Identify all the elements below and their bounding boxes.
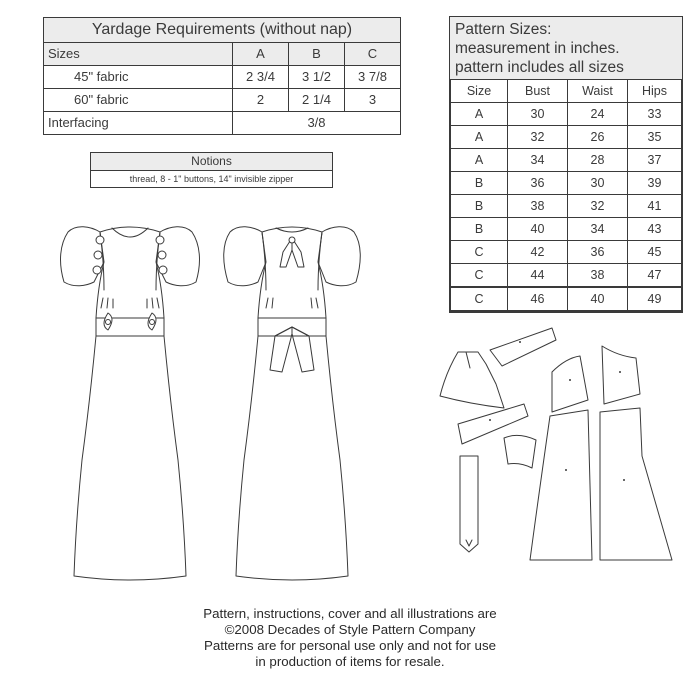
- table-cell: 40: [568, 287, 628, 311]
- heading-line: measurement in inches.: [455, 40, 620, 57]
- table-cell: A: [451, 103, 508, 126]
- table-cell: C: [451, 241, 508, 264]
- column-header: Size: [451, 80, 508, 103]
- footer-line: Pattern, instructions, cover and all illustrations are: [203, 606, 497, 621]
- table-cell: 49: [628, 287, 682, 311]
- table-cell: 28: [568, 149, 628, 172]
- table-cell: 30: [568, 172, 628, 195]
- table-cell: 43: [628, 218, 682, 241]
- table-cell: C: [451, 287, 508, 311]
- table-cell: 38: [568, 264, 628, 288]
- table-cell: A: [451, 149, 508, 172]
- table-cell: 32: [508, 126, 568, 149]
- yardage-cell: 3 7/8: [345, 66, 401, 89]
- copyright-footer: [0, 606, 700, 670]
- yardage-row-label: 60" fabric: [44, 89, 233, 112]
- yardage-cell: 3: [345, 89, 401, 112]
- yardage-cell: 2: [233, 89, 289, 112]
- interfacing-value: 3/8: [233, 112, 401, 135]
- yardage-size-c: C: [345, 43, 401, 66]
- yardage-sizes-label: Sizes: [44, 43, 233, 66]
- table-cell: B: [451, 172, 508, 195]
- footer-line: in production of items for resale.: [255, 654, 445, 669]
- interfacing-label: Interfacing: [44, 112, 233, 135]
- table-cell: 26: [568, 126, 628, 149]
- table-cell: 33: [628, 103, 682, 126]
- column-header: Waist: [568, 80, 628, 103]
- table-cell: A: [451, 126, 508, 149]
- table-cell: 46: [508, 287, 568, 311]
- table-cell: B: [451, 218, 508, 241]
- footer-line: Patterns are for personal use only and not for use: [204, 638, 496, 653]
- table-cell: 32: [568, 195, 628, 218]
- yardage-size-b: B: [289, 43, 345, 66]
- table-cell: 34: [568, 218, 628, 241]
- yardage-cell: 2 3/4: [233, 66, 289, 89]
- table-cell: 45: [628, 241, 682, 264]
- yardage-size-a: A: [233, 43, 289, 66]
- table-cell: 35: [628, 126, 682, 149]
- table-cell: 39: [628, 172, 682, 195]
- notions-title: Notions: [91, 153, 332, 171]
- yardage-cell: 3 1/2: [289, 66, 345, 89]
- yardage-cell: 2 1/4: [289, 89, 345, 112]
- table-cell: 24: [568, 103, 628, 126]
- table-cell: 44: [508, 264, 568, 288]
- column-header: Hips: [628, 80, 682, 103]
- heading-line: Pattern Sizes:: [455, 21, 552, 38]
- footer-line: ©2008 Decades of Style Pattern Company: [224, 622, 476, 637]
- yardage-row-label: 45" fabric: [44, 66, 233, 89]
- notions-text: thread, 8 - 1" buttons, 14" invisible zipper: [129, 174, 294, 184]
- heading-line: pattern includes all sizes: [455, 59, 624, 76]
- table-cell: 37: [628, 149, 682, 172]
- table-cell: 47: [628, 264, 682, 288]
- table-cell: B: [451, 195, 508, 218]
- dress-front-illustration: [61, 227, 200, 580]
- table-cell: 34: [508, 149, 568, 172]
- table-cell: C: [451, 264, 508, 288]
- table-cell: 36: [568, 241, 628, 264]
- table-cell: 40: [508, 218, 568, 241]
- column-header: Bust: [508, 80, 568, 103]
- table-cell: 30: [508, 103, 568, 126]
- pattern-pieces-illustration: [440, 328, 672, 560]
- table-cell: 36: [508, 172, 568, 195]
- dress-tie-illustration: [224, 227, 361, 580]
- table-cell: 38: [508, 195, 568, 218]
- table-cell: 42: [508, 241, 568, 264]
- table-cell: 41: [628, 195, 682, 218]
- yardage-title: Yardage Requirements (without nap): [44, 18, 401, 43]
